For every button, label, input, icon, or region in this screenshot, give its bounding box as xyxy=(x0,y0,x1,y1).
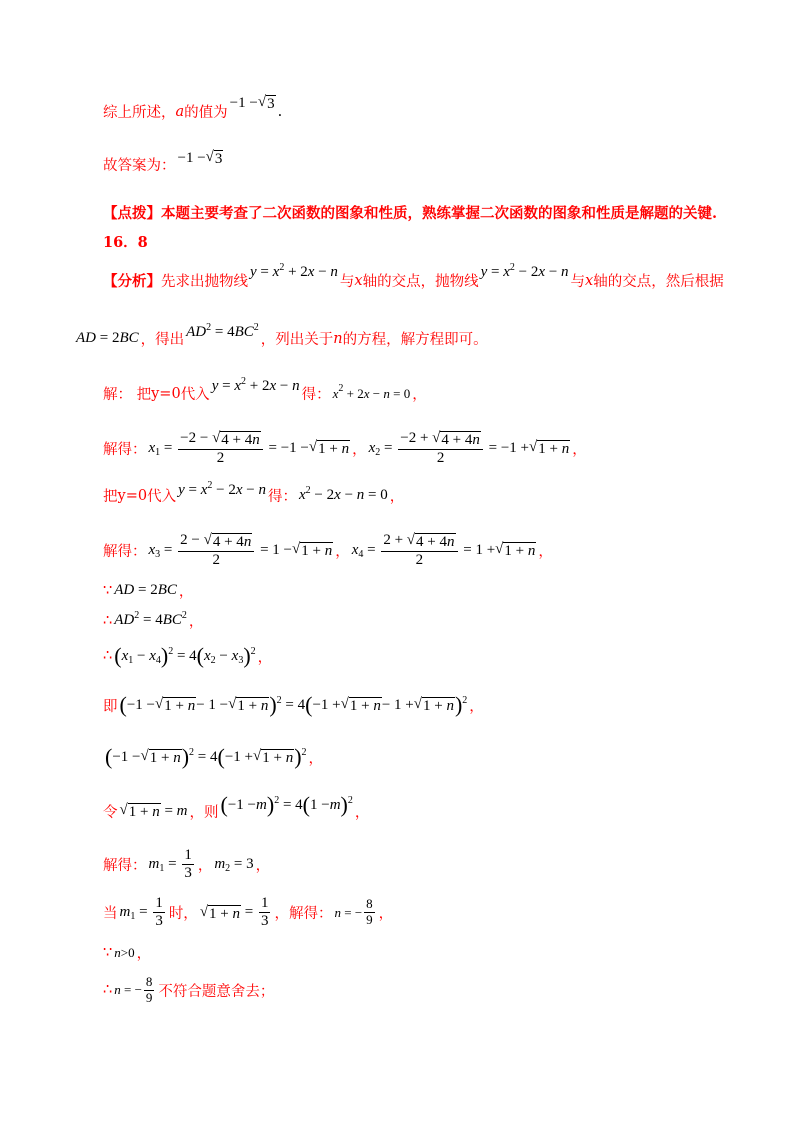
analysis-line xyxy=(103,262,724,291)
sol-18-comma: ， xyxy=(378,906,394,923)
sol-17-comma1: ， xyxy=(197,858,213,875)
m1-value: m 1 = $\frac{1}{3}$ xyxy=(148,847,192,882)
answer-prefix: 故答案为： xyxy=(103,158,176,174)
therefore-line-2 xyxy=(103,645,272,667)
root-x4: x 4 = 2 + √ 4 + 4n 2 = 1 + √ 1 + n xyxy=(351,532,536,568)
therefore-line-3 xyxy=(103,975,274,1006)
summary-mid: 的值为 xyxy=(184,105,228,121)
solution-line-3 xyxy=(103,480,405,506)
sol-17a: 解得： xyxy=(103,858,147,875)
m1-case: m 1 = $\frac{1}{3}$ xyxy=(119,895,163,930)
sol-16-comma: ， xyxy=(354,804,370,821)
sol-17-comma2: ， xyxy=(255,858,271,875)
sol-7c: 代入 xyxy=(180,387,210,403)
analysis-tag: 【分析】 xyxy=(103,273,161,290)
n-positive: n >0 xyxy=(114,944,135,960)
ad2-eq-4bc2: AD 2 = 4 BC 2 xyxy=(186,322,259,340)
x-axis-var-1: x xyxy=(354,272,363,289)
n-rejected: n = − $\frac{8}{9}$ xyxy=(114,974,153,1005)
sol-8-comma1: ， xyxy=(352,441,367,458)
parabola-2-sub: y = x 2 − 2 x − n xyxy=(178,480,266,498)
m-solution-line xyxy=(103,847,270,883)
sol-9c: 代入 xyxy=(147,489,177,505)
analysis-text-g: 轴的交点，然后根据 xyxy=(593,274,724,290)
answer-expression: −1 − √ 3 xyxy=(229,94,275,113)
analysis-6a: ，得出 xyxy=(140,332,185,348)
because-line-1 xyxy=(103,580,193,601)
namely-word: 即 xyxy=(103,698,118,715)
case-line xyxy=(103,895,393,931)
because-line-2 xyxy=(103,942,151,963)
let-word: 令 xyxy=(103,804,118,821)
analysis-text-a: 先求出抛物线 xyxy=(161,274,248,290)
tip-line xyxy=(103,202,717,223)
analysis-line-2 xyxy=(74,322,488,349)
m-equation: ( −1 − m ) 2 = 4 ( 1 − m ) 2 xyxy=(220,792,353,817)
answer-line xyxy=(103,149,225,175)
sol-14-comma: ， xyxy=(469,698,484,715)
sqrt-equation: √ 1 + n = $\frac{1}{3}$ xyxy=(199,895,269,930)
equation-2: x 2 − 2 x − n = 0 xyxy=(299,485,388,503)
simplified-line xyxy=(103,746,323,768)
summary-line xyxy=(103,94,283,122)
root-x2: x 2 = −2 + √ 4 + 4n 2 = −1 + √ 1 + n xyxy=(368,430,570,466)
sol-8a: 解得： xyxy=(103,441,147,458)
therefore-symbol-2: ∴ xyxy=(103,648,113,664)
sol-19-comma: ， xyxy=(136,946,152,962)
tip-text: 本题主要考查了二次函数的图象和性质，熟练掌握二次函数的图象和性质是解题的关键. xyxy=(161,205,718,222)
sol-9b: y=0 xyxy=(117,487,148,504)
variable-a: a xyxy=(175,103,185,120)
when-word: 当 xyxy=(103,906,118,923)
sol-9a: 把 xyxy=(103,489,118,505)
solution-line-4 xyxy=(103,532,553,569)
simplified-equation: ( −1 − √ 1 + n ) 2 = 4 ( −1 + √ 1 + n ) 2 xyxy=(105,744,307,769)
substitution-line xyxy=(103,694,484,716)
sol-7d: 得： xyxy=(301,387,331,403)
sol-11-comma: ， xyxy=(178,584,194,600)
let-m-definition: √ 1 + n = m xyxy=(119,801,188,820)
ad-condition: AD = 2 BC xyxy=(114,582,177,598)
expanded-equation: ( −1 − √ 1 + n − 1 − √ 1 + n ) 2 = 4 ( −1 + √ 1 + n − 1 + √ 1 + n ) 2 xyxy=(119,692,468,717)
because-symbol-1: ∵ xyxy=(103,582,113,599)
sol-7b: y=0 xyxy=(151,385,181,402)
question-number-text: 16．8 xyxy=(103,234,148,251)
sol-18c: ，解得： xyxy=(274,906,333,923)
summary-end: . xyxy=(277,103,283,120)
parabola-1: y = x 2 + 2 x − n xyxy=(250,262,338,280)
root-x3: x 3 = 2 − √ 4 + 4n 2 = 1 − √ 1 + n xyxy=(148,532,333,568)
sol-10a: 解得： xyxy=(103,543,147,560)
sol-10-comma1: ， xyxy=(335,543,350,560)
let-line xyxy=(103,792,370,822)
tip-tag: 【点拨】 xyxy=(103,205,161,222)
analysis-text-b: 与 xyxy=(339,274,355,290)
parabola-1-sub: y = x 2 + 2 x − n xyxy=(211,376,300,394)
analysis-6b: ，列出关于 xyxy=(260,332,334,348)
because-symbol-2: ∵ xyxy=(103,944,113,961)
sol-7a: 解： 把 xyxy=(103,387,152,403)
question-number xyxy=(103,231,148,252)
sol-18b: 时， xyxy=(168,906,198,923)
parabola-2: y = x 2 − 2 x − n xyxy=(480,262,569,280)
sol-9e: ， xyxy=(389,489,405,505)
solution-line-2 xyxy=(103,430,587,467)
reject-text: 不符合题意舍去； xyxy=(158,983,275,1000)
analysis-text-e: 与 xyxy=(570,274,586,290)
therefore-symbol-3: ∴ xyxy=(103,982,113,999)
solution-line-1 xyxy=(103,376,427,404)
therefore-line-1 xyxy=(103,610,203,631)
analysis-text-d: 轴的交点，抛物线 xyxy=(362,274,479,290)
sol-15-comma: ， xyxy=(308,750,324,767)
n-value: n = − $\frac{8}{9}$ xyxy=(334,896,373,928)
x-axis-var-2: x xyxy=(585,272,594,289)
variable-n: n xyxy=(333,330,343,347)
summary-prefix: 综上所述， xyxy=(103,105,176,121)
ad2-condition: AD 2 = 4 BC 2 xyxy=(114,610,187,628)
then-word: ，则 xyxy=(189,804,219,821)
sol-12-comma: ， xyxy=(188,614,204,630)
sol-13-comma: ， xyxy=(257,649,273,666)
sol-7e: ， xyxy=(412,387,427,403)
sol-9d: 得： xyxy=(268,489,297,505)
m2-value: m 2 = 3 xyxy=(214,856,254,875)
therefore-symbol-1: ∴ xyxy=(103,612,113,629)
answer-expression-2: −1 − √ 3 xyxy=(177,149,223,168)
sol-8-comma2: ， xyxy=(572,441,587,458)
squared-difference-eq: ( x 1 − x 4 ) 2 = 4 ( x 2 − x 3 ) 2 xyxy=(114,643,256,668)
sol-10-comma2: ， xyxy=(538,543,553,560)
root-x1: x 1 = −2 − √ 4 + 4n 2 = −1 − √ 1 + n xyxy=(148,430,350,466)
ad-eq-2bc: AD = 2 BC xyxy=(76,330,139,346)
equation-1: x 2 + 2 x − n = 0 xyxy=(332,383,411,401)
analysis-6d: 的方程，解方程即可。 xyxy=(342,332,488,348)
